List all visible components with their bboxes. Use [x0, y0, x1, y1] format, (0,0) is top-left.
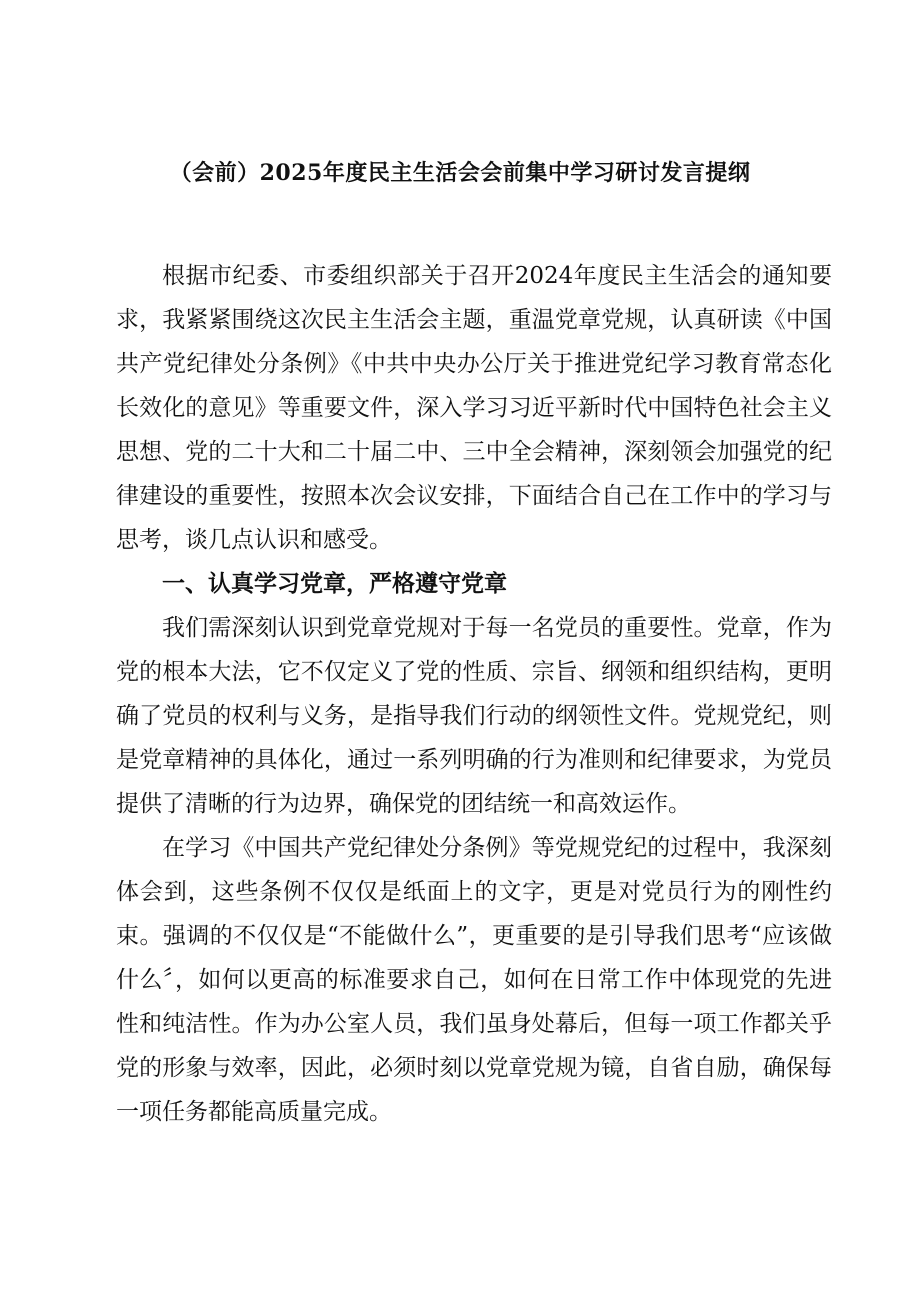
- intro-paragraph: 根据市纪委、市委组织部关于召开2024年度民主生活会的通知要求，我紧紧围绕这次民主生活会主题，重温党章党规，认真研读《中国共产党纪律处分条例》《中共中央办公厅关于推进党纪学习教育常态化长效化的意见》等重要文件，深入学习习近平新时代中国特色社会主义思想、党的二十大和二十届二中、三中全会精神，深刻领会加强党的纪律建设的重要性，按照本次会议安排，下面结合自己在工作中的学习与思考，谈几点认识和感受。: [116, 263, 832, 553]
- section-1-paragraph-1: 我们需深刻认识到党章党规对于每一名党员的重要性。党章，作为党的根本大法，它不仅定义了党的性质、宗旨、纲领和组织结构，更明确了党员的权利与义务，是指导我们行动的纲领性文件。党规党纪，则是党章精神的具体化，通过一系列明确的行为准则和纪律要求，为党员提供了清晰的行为边界，确保党的团结统一和高效运作。: [116, 615, 832, 817]
- section-1-paragraph-2: 在学习《中国共产党纪律处分条例》等党规党纪的过程中，我深刻体会到，这些条例不仅仅是纸面上的文字，更是对党员行为的刚性约束。强调的不仅仅是“不能做什么”，更重要的是引导我们思考“应该做什么〞，如何以更高的标准要求自己，如何在日常工作中体现党的先进性和纯洁性。作为办公室人员，我们虽身处幕后，但每一项工作都关乎党的形象与效率，因此，必须时刻以党章党规为镜，自省自励，确保每一项任务都能高质量完成。: [116, 835, 832, 1125]
- section-heading-1: 一、认真学习党章，严格遵守党章: [162, 570, 507, 597]
- document-title: （会前）2025年度民主生活会会前集中学习研讨发言提纲: [169, 160, 751, 186]
- document-body: [116, 254, 832, 1134]
